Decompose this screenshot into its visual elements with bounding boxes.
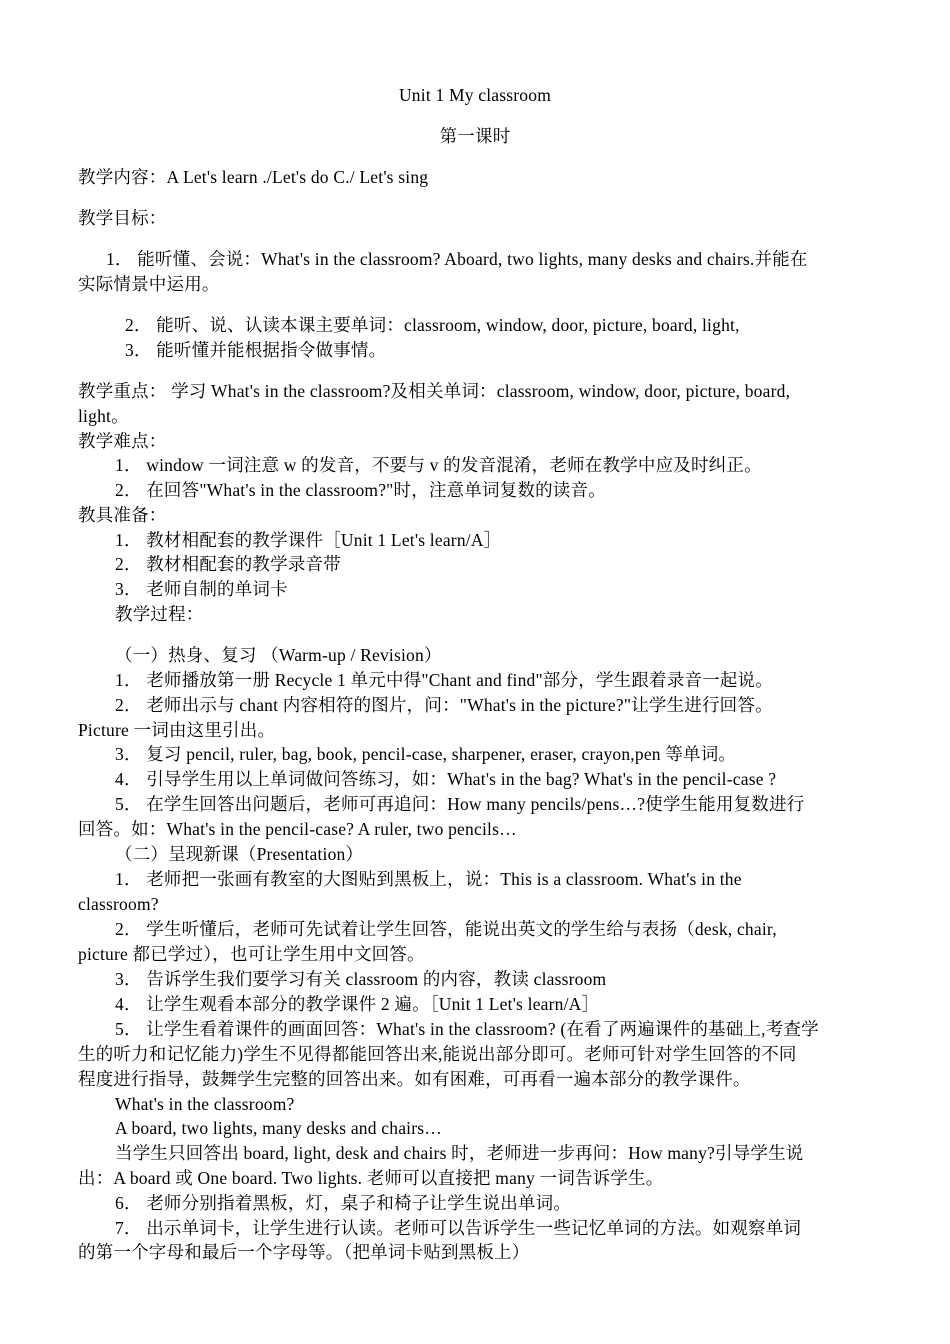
key-points-continuation: light。	[78, 406, 129, 426]
step-item: 2． 老师出示与 chant 内容相符的图片，问："What's in the picture?"让学生进行回答。	[115, 695, 773, 715]
goal-item: 2． 能听、说、认读本课主要单词：classroom, window, door, picture, board, light,	[125, 315, 740, 335]
material-item: 2． 教材相配套的教学录音带	[115, 554, 341, 574]
step-item-continuation: Picture 一词由这里引出。	[78, 720, 276, 740]
step-item: 5． 让学生看着课件的画面回答：What's in the classroom? (在看了两遍课件的基础上,考查学	[115, 1019, 819, 1039]
paragraph-line: 当学生只回答出 board, light, desk and chairs 时，老师进一步再问：How many?引导学生说	[115, 1143, 804, 1163]
step-item: 3． 复习 pencil, ruler, bag, book, pencil-case, sharpener, eraser, crayon,pen 等单词。	[115, 744, 737, 764]
step-item: 5． 在学生回答出问题后，老师可再追问：How many pencils/pens…?使学生能用复数进行	[115, 794, 805, 814]
teaching-content: 教学内容：A Let's learn ./Let's do C./ Let's sing	[78, 167, 429, 187]
materials-heading: 教具准备：	[78, 505, 167, 525]
step-item-continuation: 回答。如：What's in the pencil-case? A ruler, two pencils…	[78, 819, 517, 839]
difficulties-heading: 教学难点：	[78, 431, 167, 451]
step-item-continuation: classroom?	[78, 894, 159, 914]
step-item-continuation: 的第一个字母和最后一个字母等。（把单词卡贴到黑板上）	[78, 1242, 530, 1262]
goal-item: 1． 能听懂、会说：What's in the classroom? Aboard, two lights, many desks and chairs.并能在	[106, 249, 808, 269]
teaching-goals-heading: 教学目标：	[78, 208, 167, 228]
step-item: 1． 老师播放第一册 Recycle 1 单元中得"Chant and find"部分，学生跟着录音一起说。	[115, 670, 773, 690]
step-item: 4． 让学生观看本部分的教学课件 2 遍。［Unit 1 Let's learn/A］	[115, 994, 600, 1014]
step-item: 3． 告诉学生我们要学习有关 classroom 的内容，教读 classroom	[115, 969, 607, 989]
section-heading-presentation: （二）呈现新课（Presentation）	[115, 844, 364, 864]
step-item: 2． 学生听懂后，老师可先试着让学生回答，能说出英文的学生给与表扬（desk, chair,	[115, 919, 777, 939]
paragraph-continuation: 出：A board 或 One board. Two lights. 老师可以直接把 many 一词告诉学生。	[78, 1168, 664, 1188]
process-heading: 教学过程：	[115, 604, 204, 624]
step-item: 1． 老师把一张画有教室的大图贴到黑板上，说：This is a classroom. What's in the	[115, 869, 742, 889]
difficulty-item: 1． window 一词注意 w 的发音，不要与 v 的发音混淆，老师在教学中应及时纠正。	[115, 455, 762, 475]
example-question: What's in the classroom?	[115, 1094, 295, 1114]
section-heading-warmup: （一）热身、复习 （Warm-up / Revision）	[115, 645, 442, 665]
document-title: Unit 1 My classroom	[398, 85, 552, 105]
goal-item: 3． 能听懂并能根据指令做事情。	[125, 340, 387, 360]
step-item: 6． 老师分别指着黑板，灯，桌子和椅子让学生说出单词。	[115, 1193, 572, 1213]
difficulty-item: 2． 在回答"What's in the classroom?"时，注意单词复数的读音。	[115, 480, 606, 500]
material-item: 1． 教材相配套的教学课件［Unit 1 Let's learn/A］	[115, 530, 502, 550]
example-answer: A board, two lights, many desks and chairs…	[115, 1118, 442, 1138]
goal-item-continuation: 实际情景中运用。	[78, 274, 220, 294]
key-points: 教学重点： 学习 What's in the classroom?及相关单词：classroom, window, door, picture, board,	[78, 381, 791, 401]
step-item: 7． 出示单词卡，让学生进行认读。老师可以告诉学生一些记忆单词的方法。如观察单词	[115, 1218, 802, 1238]
step-item: 4． 引导学生用以上单词做问答练习，如：What's in the bag? What's in the pencil-case ?	[115, 769, 777, 789]
material-item: 3． 老师自制的单词卡	[115, 579, 288, 599]
step-item-continuation: picture 都已学过），也可让学生用中文回答。	[78, 944, 425, 964]
lesson-subtitle: 第一课时	[439, 126, 511, 146]
step-item-continuation: 程度进行指导，鼓舞学生完整的回答出来。如有困难，可再看一遍本部分的教学课件。	[78, 1069, 751, 1089]
step-item-continuation: 生的听力和记忆能力)学生不见得都能回答出来,能说出部分即可。老师可针对学生回答的不同	[78, 1044, 797, 1064]
